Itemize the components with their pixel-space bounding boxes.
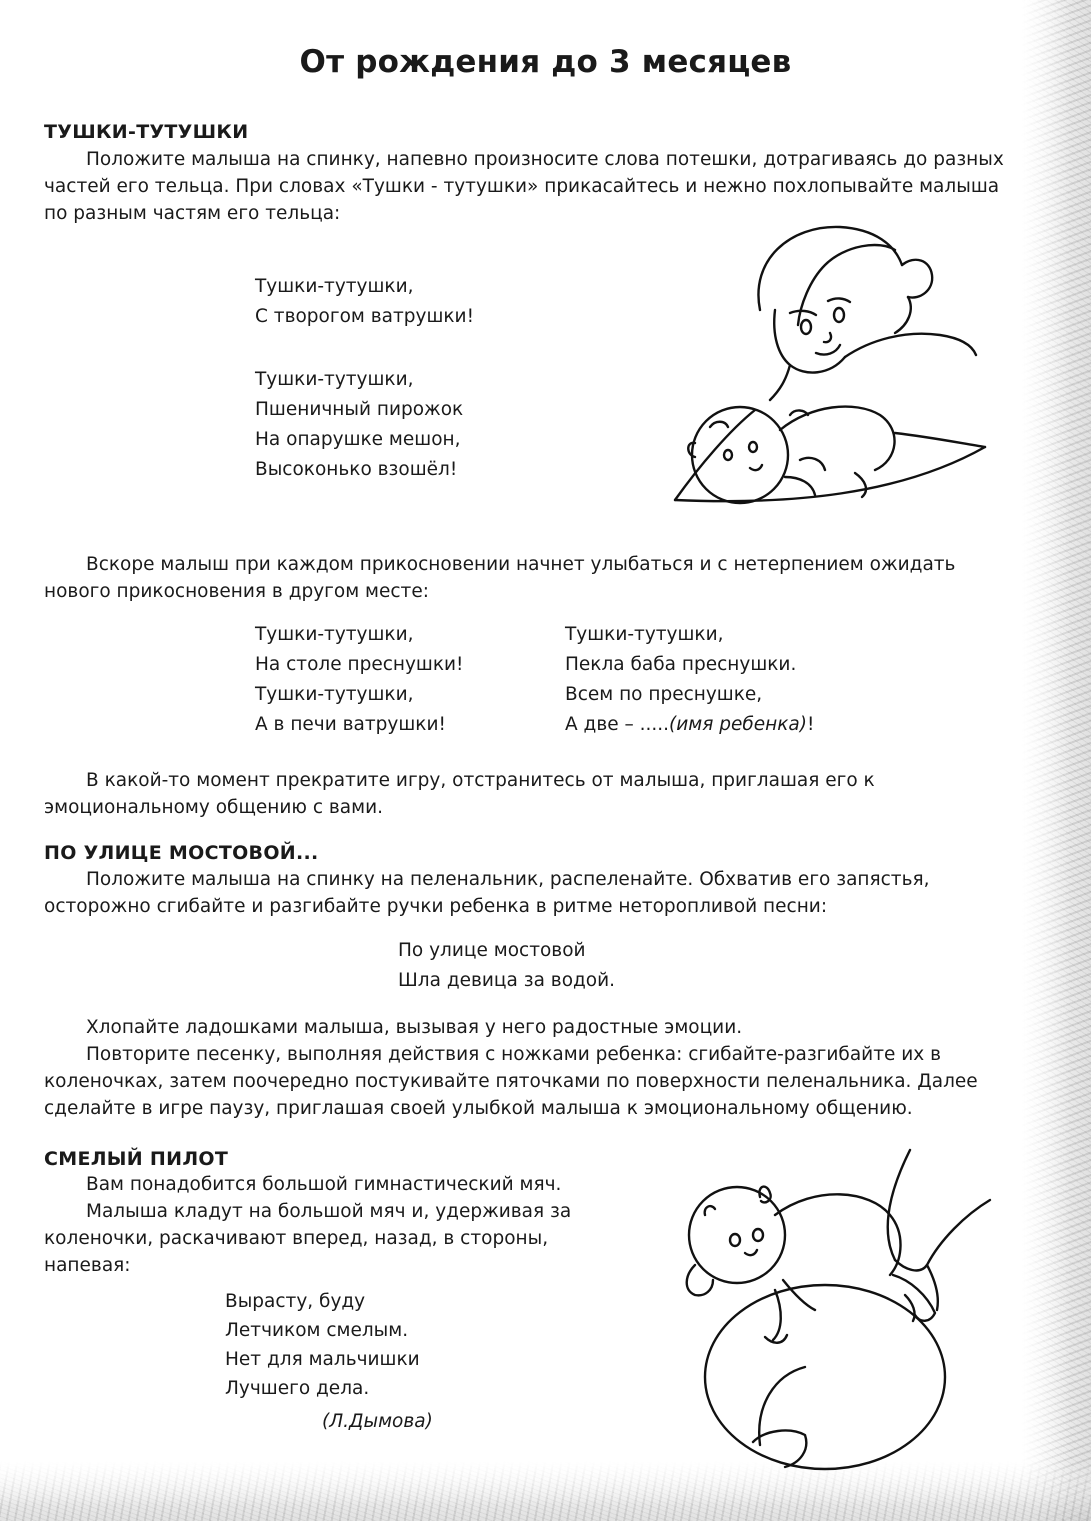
page-title: От рождения до 3 месяцев	[299, 44, 792, 80]
verse-line: Высоконько взошёл!	[255, 459, 458, 480]
section-heading-pilot: СМЕЛЫЙ ПИЛОТ	[44, 1148, 229, 1170]
verse-line: А в печи ватрушки!	[255, 714, 446, 735]
text-line: Положите малыша на спинку, напевно произносите слова потешки, дотрагиваясь до разных	[86, 149, 1004, 170]
verse-line: Тушки-тутушки,	[255, 684, 414, 705]
section1-closing	[44, 767, 1040, 821]
section2-para1: Хлопайте ладошками малыша, вызывая у него радостные эмоции.	[86, 1017, 743, 1038]
mother-with-baby-illustration	[640, 215, 990, 530]
verse-line: Пекла баба преснушки.	[565, 654, 797, 675]
section1-middle	[44, 551, 1040, 605]
text-line: коленочках, затем поочередно постукивайте пяточками по поверхности пеленальника. Далее	[44, 1071, 978, 1092]
verse-line: Летчиком смелым.	[225, 1320, 409, 1341]
verse-line	[565, 710, 814, 740]
text-line: напевая:	[44, 1255, 131, 1276]
section3-para2	[44, 1198, 654, 1279]
text-line: В какой-то момент прекратите игру, отстранитесь от малыша, приглашая его к	[86, 770, 875, 791]
section-heading-tushki: ТУШКИ-ТУТУШКИ	[44, 121, 249, 143]
verse-line: Лучшего дела.	[225, 1378, 370, 1399]
verse-line: С творогом ватрушки!	[255, 306, 474, 327]
text-line: осторожно сгибайте и разгибайте ручки ребенка в ритме неторопливой песни:	[44, 896, 828, 917]
verse-pilot	[225, 1287, 420, 1403]
verse-ulitsa	[398, 936, 615, 996]
verse-line: Шла девица за водой.	[398, 970, 616, 991]
verse-line: Пшеничный пирожок	[255, 399, 464, 420]
verse-line: Тушки-тутушки,	[565, 624, 724, 645]
verse-line: Тушки-тутушки,	[255, 369, 414, 390]
text-line: Малыша кладут на большой мяч и, удерживая за	[86, 1201, 572, 1222]
section3-para1: Вам понадобится большой гимнастический мяч.	[86, 1174, 562, 1195]
section-heading-ulitsa: ПО УЛИЦЕ МОСТОВОЙ...	[44, 842, 319, 864]
text-line: по разным частям его тельца:	[44, 203, 341, 224]
verse-author: (Л.Дымова)	[322, 1411, 433, 1432]
verse-line: Вырасту, буду	[225, 1291, 366, 1312]
verse-2	[255, 365, 463, 485]
text-line: сделайте в игре паузу, приглашая своей улыбкой малыша к эмоциональному общению.	[44, 1098, 913, 1119]
child-name-placeholder: (имя ребенка)	[669, 714, 807, 735]
verse-line: Всем по преснушке,	[565, 684, 763, 705]
text-line: Вскоре малыш при каждом прикосновении начнет улыбаться и с нетерпением ожидать	[86, 554, 956, 575]
verse-line: На опарушке мешон,	[255, 429, 461, 450]
text-line: эмоциональному общению с вами.	[44, 797, 383, 818]
section2-intro	[44, 866, 1040, 920]
verse-text: !	[806, 714, 815, 735]
text-line: частей его тельца. При словах «Тушки - тутушки» прикасайтесь и нежно похлопывайте малыша	[44, 176, 1000, 197]
verse-1	[255, 272, 474, 332]
text-line: Положите малыша на спинку на пеленальник, распеленайте. Обхватив его запястья,	[86, 869, 930, 890]
verse-3-left	[255, 620, 463, 740]
paper-edge-texture-right	[1021, 0, 1091, 1521]
verse-line: На столе преснушки!	[255, 654, 464, 675]
verse-line: Нет для мальчишки	[225, 1349, 420, 1370]
verse-3-right	[565, 620, 814, 740]
text-line: Повторите песенку, выполняя действия с ножками ребенка: сгибайте-разгибайте их в	[86, 1044, 941, 1065]
section2-para2	[44, 1041, 1040, 1122]
verse-line: Тушки-тутушки,	[255, 624, 414, 645]
verse-line: По улице мостовой	[398, 940, 586, 961]
verse-text: А две – .....	[565, 714, 670, 735]
baby-on-ball-illustration	[665, 1145, 995, 1480]
text-line: нового прикосновения в другом месте:	[44, 581, 429, 602]
verse-line: Тушки-тутушки,	[255, 276, 414, 297]
text-line: коленочки, раскачивают вперед, назад, в стороны,	[44, 1228, 549, 1249]
